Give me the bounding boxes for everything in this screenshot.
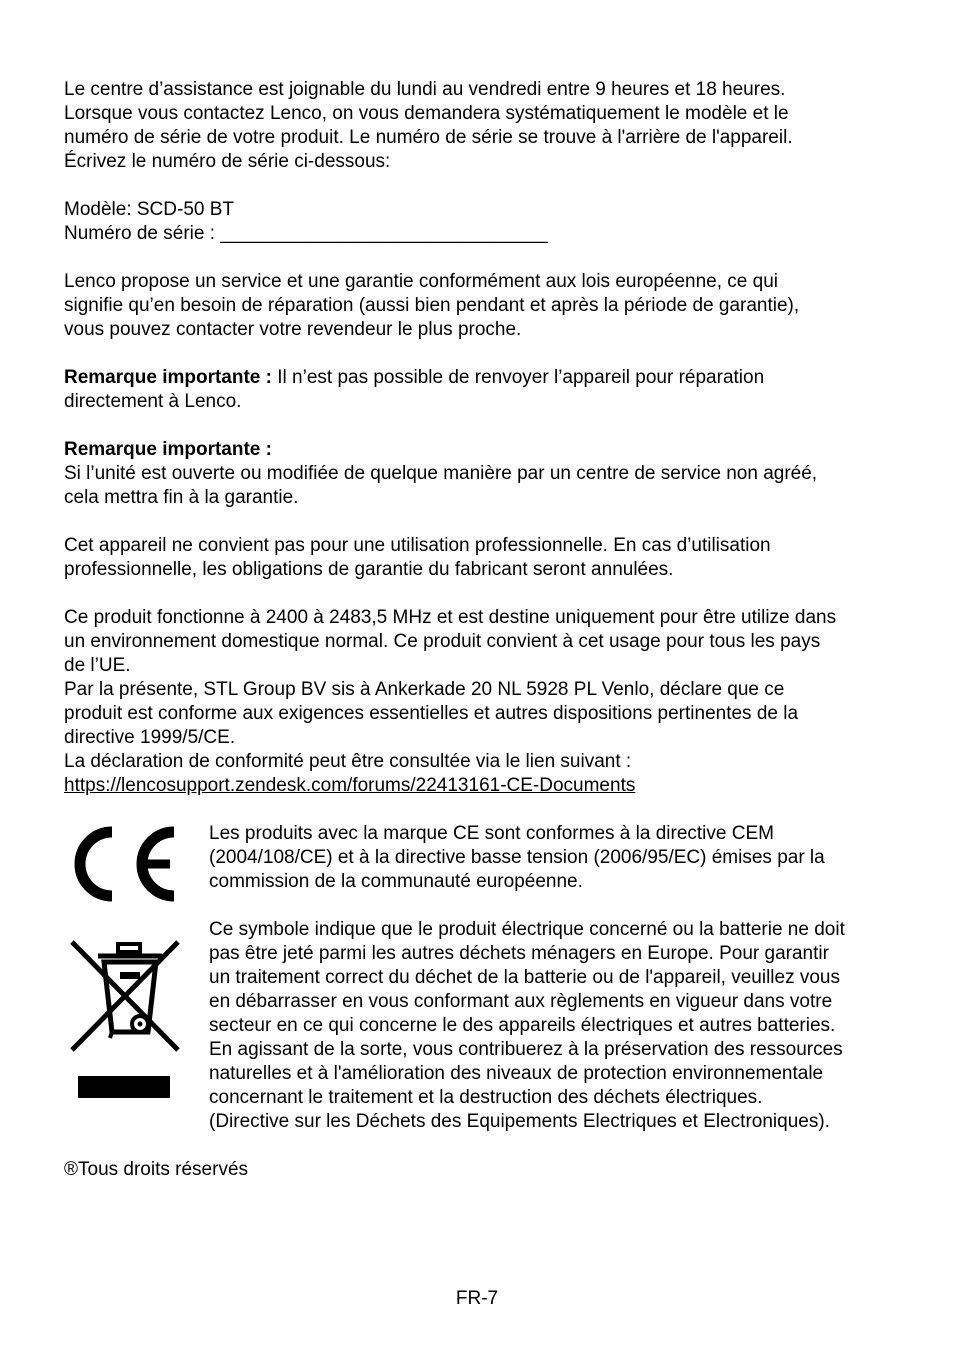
ce-documents-link[interactable]: https://lencosupport.zendesk.com/forums/22413161-CE-Documents [64, 775, 636, 796]
note-title: Remarque importante : [64, 367, 272, 388]
page-content [64, 78, 899, 1182]
ce-section: Les produits avec la marque CE sont conformes à la directive CEM (2004/108/CE) et à la directive basse tension (2006/95/EC) émises par la commission de la communauté européenne. [64, 822, 899, 894]
model-label: Modèle: SCD-50 BT [64, 199, 235, 220]
rights-notice: ®Tous droits réservés [64, 1159, 249, 1180]
important-note-2: Remarque importante : Si l’unité est ouverte ou modifiée de quelque manière par un centre de service non agréé, cela mettra fin à la garantie. [64, 439, 818, 508]
service-paragraph: Lenco propose un service et une garantie conformément aux lois européenne, ce qui signifie qu’en besoin de réparation (aussi bien pendant et après la période de garantie), vous pouvez contacter votre revendeur le plus proche. [64, 271, 800, 340]
weee-section: Ce symbole indique que le produit électrique concerné ou la batterie ne doit pas être jeté parmi les autres déchets ménagers en Europe. Pour garantir un traitement correct du déchet de la batterie ou de l'appareil, veuillez vous en débarrasser en vous conformant aux règlements en vigueur dans votre secteur en ce qui concerne le des appareils électriques et autres batteries. En agissant de la sorte, vous contribuerez à la préservation des ressources naturelles et à l'amélioration des niveaux de protection environnementale concernant le traitement et la destruction des déchets électriques. (Directive sur les Déchets des Equipements Electriques et Electroniques). [64, 918, 899, 1134]
ce-mark-icon [68, 824, 180, 904]
conformity-paragraph: Ce produit fonctionne à 2400 à 2483,5 MHz et est destine uniquement pour être utilize dans un environnement domestique normal. Ce produit convient à cet usage pour tous les pays de l’UE. Par la présente, STL Group BV sis à Ankerkade 20 NL 5928 PL Venlo, déclare que ce produit est conforme aux exigences essentielles et autres dispositions pertinentes de la directive 1999/5/CE. La déclaration de conformité peut être consultée via le lien suivant : https://lencosupport.zendesk.com/forums/22413161-CE-Documents [64, 607, 837, 796]
crossed-bin-icon [70, 932, 190, 1104]
serial-number-field: Numéro de série : _______________________________ [64, 223, 548, 244]
important-note-1: Remarque importante : Il n’est pas possible de renvoyer l’appareil pour réparation directement à Lenco. [64, 367, 765, 412]
page-number: FR-7 [455, 1288, 499, 1309]
note-title: Remarque importante : [64, 439, 272, 460]
model-info [64, 198, 899, 246]
professional-use-paragraph: Cet appareil ne convient pas pour une utilisation professionnelle. En cas d’utilisation professionnelle, les obligations de garantie du fabricant seront annulées. [64, 535, 771, 580]
intro-paragraph: Le centre d’assistance est joignable du lundi au vendredi entre 9 heures et 18 heures. Lorsque vous contactez Lenco, on vous demandera systématiquement le modèle et le numéro de série de votre produit. Le numéro de série se trouve à l'arrière de l'appareil. Écrivez le numéro de série ci-dessous: [64, 79, 793, 172]
